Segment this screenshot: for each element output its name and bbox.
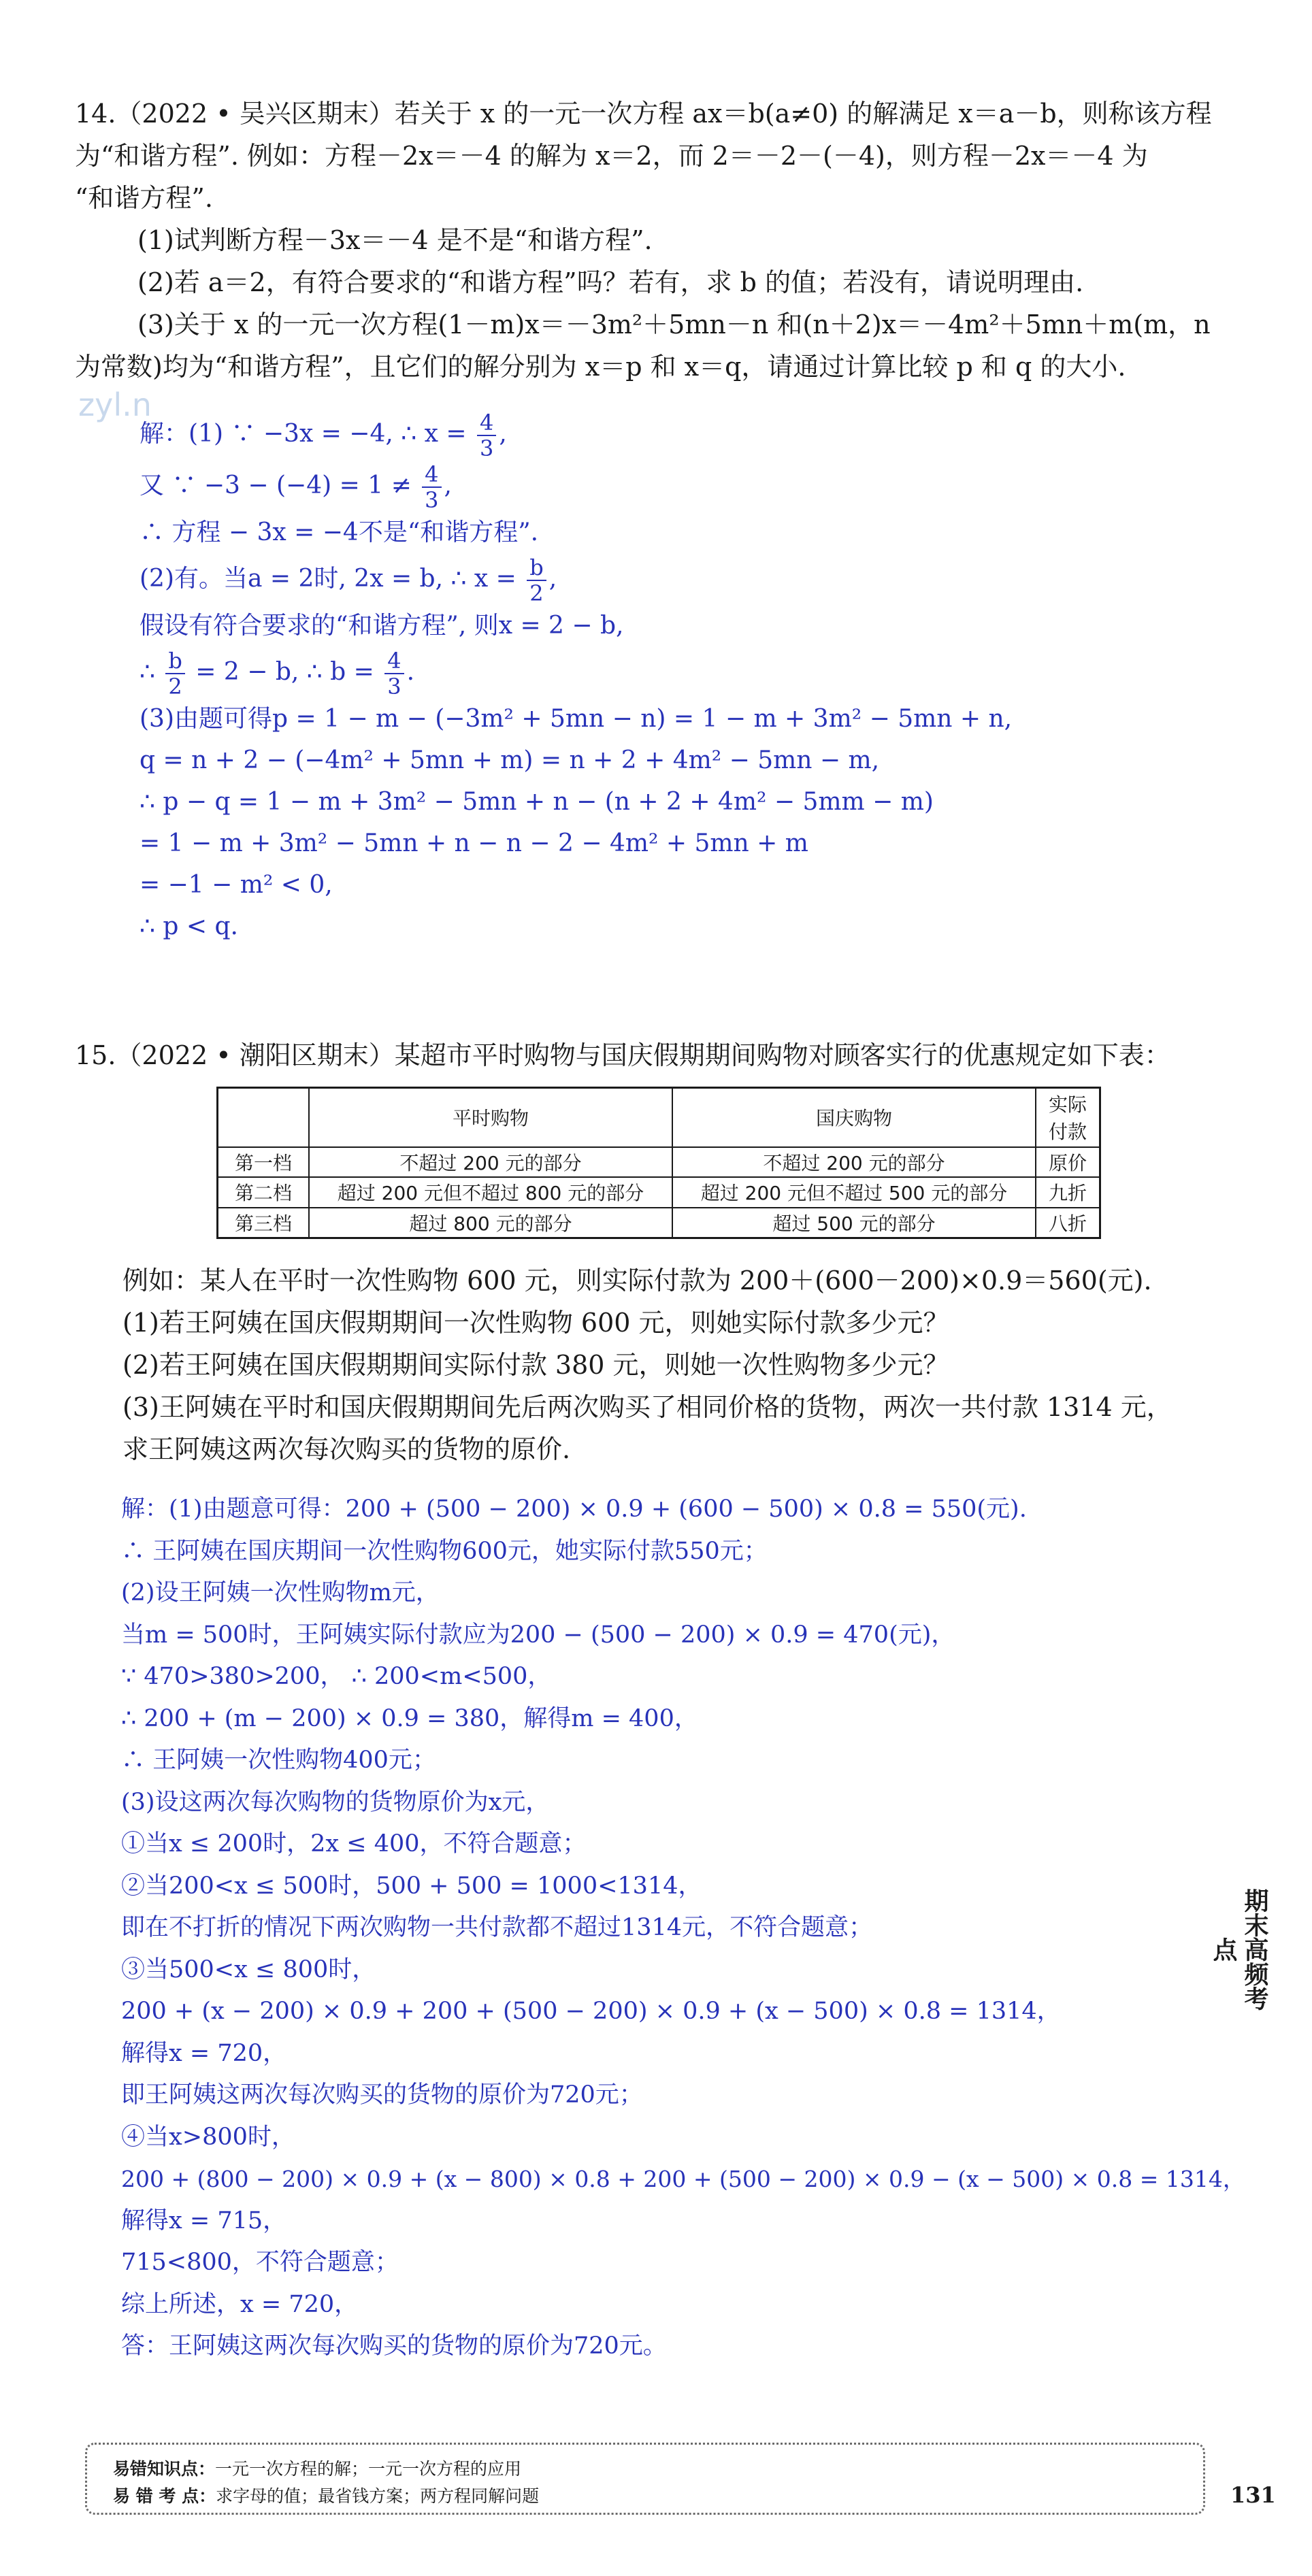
q14-line-3: “和谐方程”. [75,183,213,213]
q15-sol-line: ①当x ≤ 200时，2x ≤ 400，不符合题意； [121,1830,587,1857]
q14-sol-line-5: 假设有符合要求的“和谐方程”, 则x = 2 − b, [140,612,624,640]
q15-line-4: (3)王阿姨在平时和国庆假期期间先后两次购买了相同价格的货物，两次一共付款 1314 元， [122,1392,1172,1422]
denominator: 2 [168,674,182,699]
numerator: 4 [384,650,404,674]
q15-line-2: (1)若王阿姨在国庆假期期间一次性购物 600 元，则她实际付款多少元？ [122,1308,949,1338]
question-15-body [75,1259,1232,1470]
table-cell: 不超过 200 元的部分 [309,1147,672,1177]
q15-sol-line: ∴ 200 + (m − 200) × 0.9 = 380，解得m = 400， [121,1704,698,1732]
table-cell: 不超过 200 元的部分 [672,1147,1036,1177]
denominator: 3 [479,435,494,461]
q15-sol-line: 715<800，不符合题意； [121,2249,399,2276]
q15-sol-line: (2)设王阿姨一次性购物m元， [121,1579,440,1606]
numerator: 4 [422,463,441,488]
q15-sol-line: 当m = 500时，王阿姨实际付款应为200 − (500 − 200) × 0.9 = 470(元)， [121,1621,955,1649]
q14-sol-text: 解：(1) ∵ −3x = −4, ∴ x = [140,420,474,448]
q15-sol-line: 即在不打折的情况下两次购物一共付款都不超过1314元，不符合题意； [121,1914,873,1941]
table-cell: 第二档 [218,1177,310,1207]
q15-line-1: 例如：某人在平时一次性购物 600 元，则实际付款为 200＋(600－200)×0.9＝560(元). [122,1266,1152,1295]
footer-text: 求字母的值；最省钱方案；两方程同解问题 [216,2486,540,2506]
discount-table [216,1087,1101,1239]
q14-sol-text: , [444,472,452,499]
watermark: zyl.n [78,386,152,423]
q15-sol-line: ∴ 王阿姨一次性购物400元； [121,1747,436,1774]
q15-line-5: 求王阿姨这两次每次购买的货物的原价. [122,1434,571,1464]
table-header-cell: 实际付款 [1036,1088,1100,1147]
table-cell: 第一档 [218,1147,310,1177]
q14-sol-line-3: ∴ 方程 − 3x = −4不是“和谐方程”. [140,518,539,546]
q14-sol-line-12: ∴ p < q. [140,912,238,940]
numerator: 4 [477,412,496,436]
footer-line-knowledge [113,2456,521,2480]
q14-line-6: (3)关于 x 的一元一次方程(1－m)x＝－3m²＋5mn－n 和(n＋2)x＝－4m²＋5mn＋m(m，n [137,310,1211,340]
table-row [218,1208,1100,1238]
q14-sol-line-10: = 1 − m + 3m² − 5mn + n − n − 2 − 4m² + 5mn + m [140,829,808,857]
table-row [218,1147,1100,1177]
q15-sol-line: ∴ 王阿姨在国庆期间一次性购物600元，她实际付款550元； [121,1537,768,1565]
q15-sol-line: 解：(1)由题意可得：200 + (500 − 200) × 0.9 + (600 − 500) × 0.8 = 550(元). [121,1496,1027,1523]
side-section-tab: 期末高频考点 [1209,1888,1268,2011]
table-cell: 超过 200 元但不超过 500 元的部分 [672,1177,1036,1207]
q15-sol-line: (3)设这两次每次购物的货物原价为x元， [121,1788,550,1816]
table-header-cell [218,1088,310,1147]
q14-sol-text: ∴ [140,658,163,686]
q14-sol-line-4 [140,553,1228,605]
numerator: b [527,557,546,581]
footer-line-exam-points [113,2483,539,2507]
q14-sol-text: 又 ∵ −3 − (−4) = 1 ≠ [140,472,420,499]
q14-sol-line-7: (3)由题可得p = 1 − m − (−3m² + 5mn − n) = 1 − m + 3m² − 5mn + n, [140,705,1013,733]
table-cell: 原价 [1036,1147,1100,1177]
q14-solution [140,408,1228,947]
page-number: 131 [1230,2482,1276,2508]
table-cell: 八折 [1036,1208,1100,1238]
q15-line-3: (2)若王阿姨在国庆假期期间实际付款 380 元，则她一次性购物多少元？ [122,1350,949,1380]
q14-line-5: (2)若 a＝2，有符合要求的“和谐方程”吗？若有，求 b 的值；若没有，请说明理由. [137,267,1084,297]
footer-label: 易 错 考 点： [113,2486,216,2506]
footer-error-points [85,2443,1205,2515]
denominator: 3 [425,487,439,513]
fraction [477,412,496,459]
fraction [384,650,404,697]
denominator: 2 [529,580,544,606]
q15-sol-line: ∵ 470>380>200， ∴ 200<m<500， [121,1663,552,1690]
q15-sol-line: 即王阿姨这两次每次购买的货物的原价为720元； [121,2081,643,2109]
question-15 [75,1034,1232,1076]
q14-sol-line-11: = −1 − m² < 0, [140,871,333,899]
q15-sol-line: ②当200<x ≤ 500时，500 + 500 = 1000<1314， [121,1872,702,1900]
q15-sol-line: ④当x>800时， [121,2123,295,2151]
table-header-cell: 平时购物 [309,1088,672,1147]
fraction [165,650,184,697]
q14-line-7: 为常数)均为“和谐方程”，且它们的解分别为 x＝p 和 x＝q，请通过计算比较 p 和 q 的大小. [75,352,1126,382]
q14-sol-line-2 [140,460,1228,512]
q14-line-4: (1)试判断方程－3x＝－4 是不是“和谐方程”. [137,225,653,255]
table-header-cell: 国庆购物 [672,1088,1036,1147]
q14-line-1: 14.（2022 • 吴兴区期末）若关于 x 的一元一次方程 ax＝b(a≠0) 的解满足 x＝a－b，则称该方程 [75,99,1212,129]
q14-sol-line-9: ∴ p − q = 1 − m + 3m² − 5mn + n − (n + 2 + 4m² − 5mm − m) [140,788,934,816]
q15-sol-line: 200 + (800 − 200) × 0.9 + (x − 800) × 0.8 + 200 + (500 − 200) × 0.9 − (x − 500) × 0.8 = 1314， [121,2166,1245,2192]
q14-line-2: 为“和谐方程”. 例如：方程－2x＝－4 的解为 x＝2，而 2＝－2－(－4)，则方程－2x＝－4 为 [75,141,1148,171]
q15-sol-line: 解得x = 715， [121,2207,287,2234]
q14-sol-line-6 [140,646,1228,698]
q15-sol-line: 解得x = 720， [121,2039,287,2067]
q14-sol-text: , [499,420,507,448]
q14-sol-text: = 2 − b, ∴ b = [187,658,382,686]
footer-text: 一元一次方程的解；一元一次方程的应用 [215,2459,522,2479]
denominator: 3 [387,674,401,699]
fraction [527,557,546,604]
q15-sol-line: 200 + (x − 200) × 0.9 + 200 + (500 − 200) × 0.9 + (x − 500) × 0.8 = 1314， [121,1998,1061,2025]
q14-sol-text: (2)有。当a = 2时, 2x = b, ∴ x = [140,565,525,593]
table-cell: 超过 800 元的部分 [309,1208,672,1238]
q14-sol-text: , [548,565,557,593]
question-14 [75,93,1232,388]
table-header-row [218,1088,1100,1147]
q15-sol-line: 综上所述，x = 720， [121,2290,359,2318]
fraction [422,463,441,511]
table-cell: 第三档 [218,1208,310,1238]
table-row [218,1177,1100,1207]
q14-sol-line-1 [140,408,1228,460]
q15-sol-line: 答：王阿姨这两次每次购买的货物的原价为720元。 [121,2332,667,2360]
q14-sol-line-8: q = n + 2 − (−4m² + 5mn + m) = n + 2 + 4m² − 5mn − m, [140,746,880,774]
table-cell: 超过 500 元的部分 [672,1208,1036,1238]
numerator: b [165,650,184,674]
q15-sol-line: ③当500<x ≤ 800时， [121,1955,376,1983]
q15-header: 15.（2022 • 潮阳区期末）某超市平时购物与国庆假期期间购物对顾客实行的优惠规定如下表： [75,1040,1170,1070]
table-cell: 超过 200 元但不超过 800 元的部分 [309,1177,672,1207]
q14-sol-text: . [406,658,415,686]
table-cell: 九折 [1036,1177,1100,1207]
footer-label: 易错知识点： [113,2459,216,2479]
